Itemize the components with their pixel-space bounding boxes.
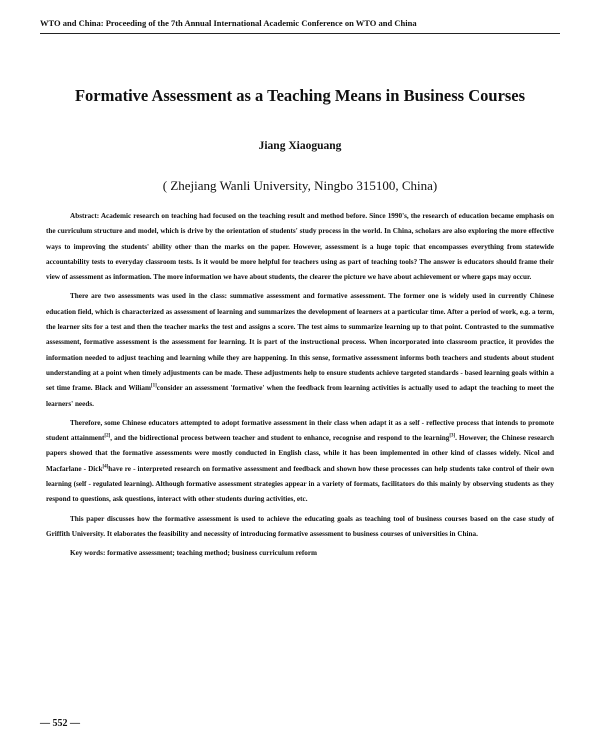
author-name: Jiang Xiaoguang (258, 140, 342, 152)
paragraph-text: have re - interpreted research on formative assessment and feedback and shown how these processes can help students take control of their own learning (self - regulated learning). Although formative assessment strategies appear in a variety of formats, facilitators do this mainly by observing students as they respond to questions, ask questions, interact with other students during activities, etc. (46, 464, 554, 504)
paper-title: Formative Assessment as a Teaching Means in Business Courses (74, 86, 526, 105)
body-paragraph-3: This paper discusses how the formative assessment is used to achieve the educating goals as teaching tool of business courses based on the case study of Griffith University. It elaborates the feasibility and necessity of introducing formative assessment to business courses of universities in China. (46, 514, 554, 538)
abstract-paragraph (46, 209, 554, 285)
citation-2: [2] (104, 433, 111, 439)
keywords-paragraph (46, 546, 554, 561)
page-number: — 552 — (40, 718, 80, 729)
abstract-text: Academic research on teaching had focused on the teaching result and method before. Since 1990's, the research of education became emphasis on the curriculum structure and model, which is drive by the orientation of students' study process in the world. In China, scholars are also exploring the more effective ways to improving the students' ability other than the marks on the paper. However, assessment is a huge topic that encompasses everything from statewide accountability tests to everyday classroom tests. Is it would be more helpful for teachers using as part of teaching tools? The answer is educators should frame their view of assessment as information. The more information we have about students, the clearer the picture we have about achievement or where gaps may occur. (46, 212, 554, 282)
abstract-label: Abstract: (70, 212, 100, 220)
paragraph-text: Therefore, some Chinese educators attempted to adopt formative assessment in their class when adapt it as a self - reflective process that intends to promote student attainment (46, 418, 554, 443)
keywords-text: formative assessment; teaching method; business curriculum reform (105, 549, 318, 558)
paper-body (46, 209, 554, 566)
paragraph-text: , and the bidirectional process between teacher and student to enhance, recognise and respond to the learning (110, 434, 450, 443)
citation-1: [1] (150, 383, 157, 389)
body-paragraph-1 (46, 289, 554, 411)
paragraph-text: There are two assessments was used in the class: summative assessment and formative assessment. The former one is widely used in currently Chinese education field, which is characterized as assessment of learning and summarizes the development of learners at a particular time. After a period of work, e.g. a term, the learner sits for a test and then the teacher marks the test and assigns a score. The test aims to summarize learning up to that point. Contrasted to the summative assessment, formative assessment is the assessment for learning. It is part of the instructional process. When incorporated into classroom practice, it provides the information needed to adjust teaching and learning while they are happening. In this sense, formative assessment informs both teachers and students about student understanding at a point when timely adjustments can be made. These adjustments help to ensure students achieve targeted standards - based learning goals within a set time frame. Black and Wiliam (46, 292, 554, 393)
author-affiliation: ( Zhejiang Wanli University, Ningbo 315100, China) (162, 178, 438, 193)
paragraph-text: consider an assessment 'formative' when the feedback from learning activities is actually used to adapt the teaching to meet the learners' needs. (46, 384, 554, 408)
header-rule (40, 33, 560, 34)
keywords-label: Key words: (70, 549, 106, 558)
running-header: WTO and China: Proceeding of the 7th Annual International Academic Conference on WTO and China (40, 18, 417, 28)
paragraph-text: . However, the Chinese research papers showed that the formative assessments were mostly conducted in English class, while it has been implemented in other kind of classes widely. Nicol and Macfarlane - Dick (46, 434, 555, 473)
citation-3: [3] (449, 433, 456, 439)
citation-4: [4] (102, 464, 109, 470)
body-paragraph-2 (46, 416, 554, 508)
